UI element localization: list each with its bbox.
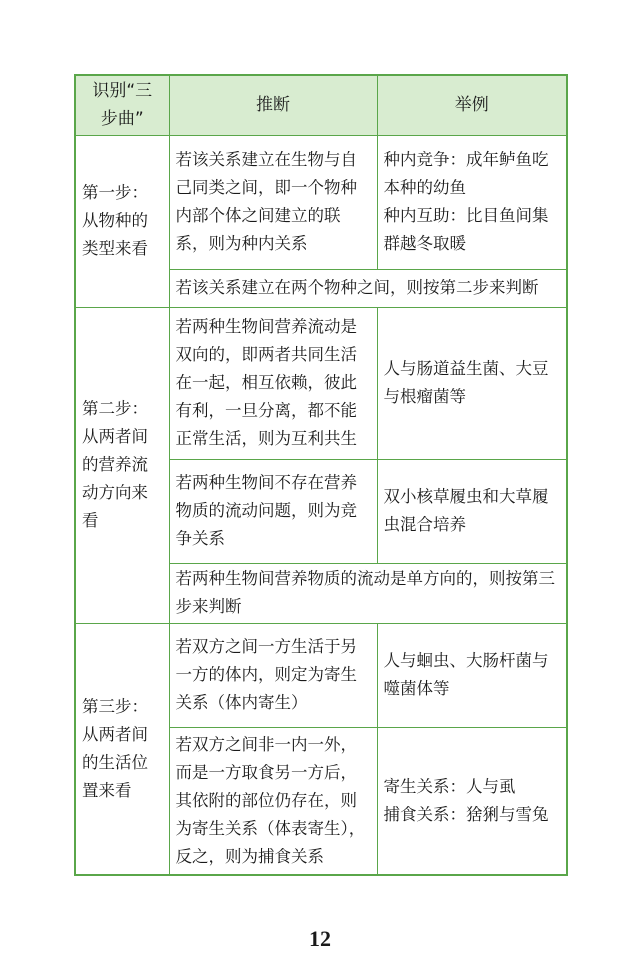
identification-table — [74, 74, 568, 876]
header-row — [75, 75, 567, 135]
step1-example: 种内竞争：成年鲈鱼吃本种的幼鱼 种内互助：比目鱼间集群越冬取暖 — [377, 135, 567, 269]
step2-label: 第二步：从两者间的营养流动方向来看 — [75, 307, 169, 623]
step1-inference: 若该关系建立在生物与自己同类之间，即一个物种内部个体之间建立的联系，则为种内关系 — [169, 135, 377, 269]
step2-span-note: 若两种生物间营养物质的流动是单方向的，则按第三步来判断 — [169, 563, 567, 623]
header-inference: 推断 — [169, 75, 377, 135]
header-example: 举例 — [377, 75, 567, 135]
step2-inference-1: 若两种生物间营养流动是双向的，即两者共同生活在一起，相互依赖，彼此有利，一旦分离，都不能正常生活，则为互利共生 — [169, 307, 377, 459]
step2-inference-2: 若两种生物间不存在营养物质的流动问题，则为竞争关系 — [169, 459, 377, 563]
header-steps: 识别“三步曲” — [75, 75, 169, 135]
step2-example-1: 人与肠道益生菌、大豆与根瘤菌等 — [377, 307, 567, 459]
step1-row — [75, 135, 567, 269]
step2-row-1 — [75, 307, 567, 459]
step3-label: 第三步：从两者间的生活位置来看 — [75, 623, 169, 875]
step3-example-1: 人与蛔虫、大肠杆菌与噬菌体等 — [377, 623, 567, 727]
step1-span-note: 若该关系建立在两个物种之间，则按第二步来判断 — [169, 269, 567, 307]
step2-example-2: 双小核草履虫和大草履虫混合培养 — [377, 459, 567, 563]
step3-example-2: 寄生关系：人与虱 捕食关系：猞猁与雪兔 — [377, 727, 567, 875]
step3-row-1 — [75, 623, 567, 727]
step3-inference-2: 若双方之间非一内一外，而是一方取食另一方后，其依附的部位仍存在，则为寄生关系（体表寄生），反之，则为捕食关系 — [169, 727, 377, 875]
step3-inference-1: 若双方之间一方生活于另一方的体内，则定为寄生关系（体内寄生） — [169, 623, 377, 727]
step1-label: 第一步：从物种的类型来看 — [75, 135, 169, 307]
page-number: 12 — [309, 926, 331, 951]
